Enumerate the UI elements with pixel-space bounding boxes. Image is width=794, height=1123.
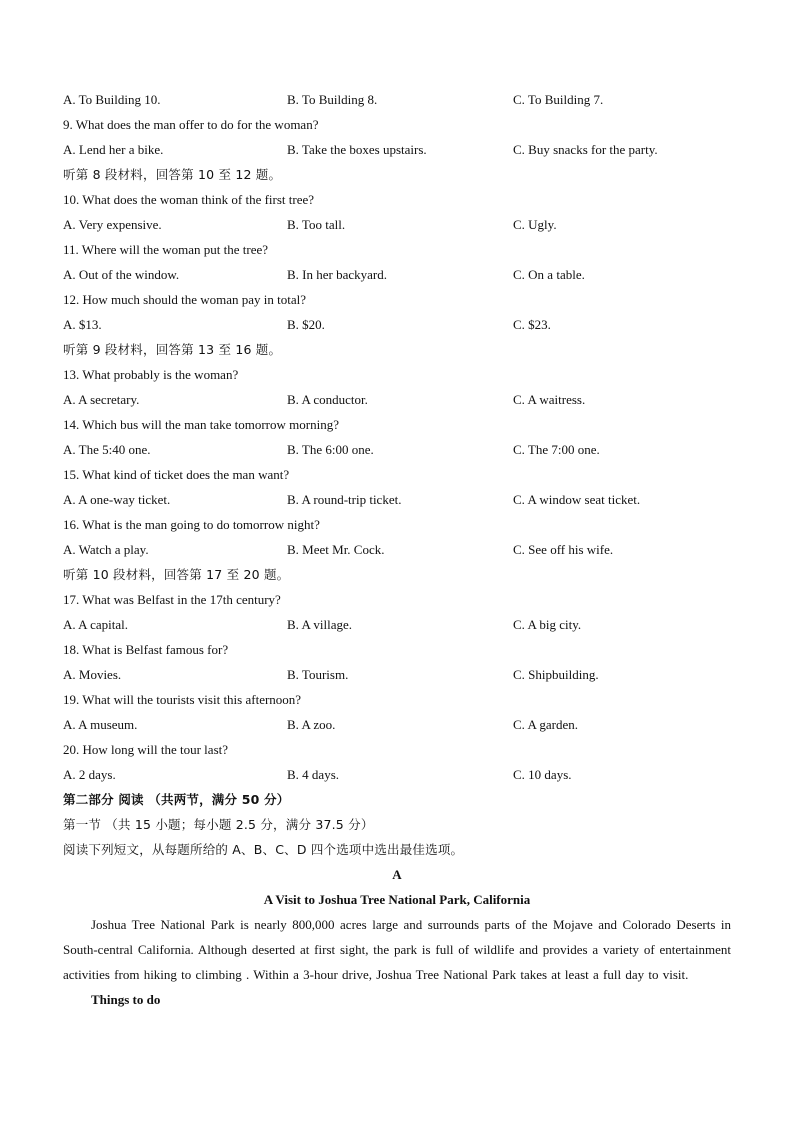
option-c: C. A waitress. [513,392,586,407]
option-a: A. To Building 10. [63,92,161,107]
q10-stem: 10. What does the woman think of the first tree? [63,192,315,207]
option-c: C. To Building 7. [513,92,604,107]
q19-stem: 19. What will the tourists visit this afternoon? [63,692,302,707]
option-a: A. Very expensive. [63,217,162,232]
option-c: C. Ugly. [513,217,557,232]
option-a: A. A capital. [63,617,128,632]
option-c: C. 10 days. [513,767,572,782]
page-content [63,87,731,1012]
section-1-title: 第一节 （共 15 小题；每小题 2.5 分，满分 37.5 分） [63,817,374,832]
option-b: B. Tourism. [287,667,349,682]
option-a: A. Out of the window. [63,267,180,282]
section-10-instruction: 听第 10 段材料，回答第 17 至 20 题。 [63,567,290,582]
q11-options [63,262,731,287]
option-b: B. A conductor. [287,392,368,407]
passage-title: A Visit to Joshua Tree National Park, California [263,892,531,907]
q9-stem: 9. What does the man offer to do for the woman? [63,117,319,132]
q14-stem: 14. Which bus will the man take tomorrow morning? [63,417,339,432]
option-a: A. A one-way ticket. [63,492,171,507]
q20-stem: 20. How long will the tour last? [63,742,229,757]
option-c: C. Shipbuilding. [513,667,599,682]
option-b: B. $20. [287,317,325,332]
option-b: B. In her backyard. [287,267,387,282]
reading-instruction: 阅读下列短文，从每题所给的 A、B、C、D 四个选项中选出最佳选项。 [63,842,464,857]
option-c: C. A garden. [513,717,578,732]
option-b: B. A round-trip ticket. [287,492,402,507]
option-c: C. On a table. [513,267,585,282]
option-a: A. Movies. [63,667,122,682]
option-b: B. A village. [287,617,352,632]
q13-stem: 13. What probably is the woman? [63,367,239,382]
option-c: C. The 7:00 one. [513,442,600,457]
q8-options [63,87,731,112]
option-b: B. Too tall. [287,217,346,232]
option-a: A. A secretary. [63,392,140,407]
q12-stem: 12. How much should the woman pay in total? [63,292,306,307]
q20-options [63,762,731,787]
passage-paragraph: Joshua Tree National Park is nearly 800,000 acres large and surrounds parts of the Mojave and Colorado Deserts in South-central California. Although deserted at first sight, the park is full of wildlife and provides a variety of entertainment activities from hiking to climbing . Within a 3-hour drive, Joshua Tree National Park takes at least a full day to visit. [63,917,731,982]
option-b: B. A zoo. [287,717,336,732]
option-c: C. A window seat ticket. [513,492,641,507]
section-9-instruction: 听第 9 段材料，回答第 13 至 16 题。 [63,342,282,357]
option-b: B. The 6:00 one. [287,442,374,457]
q17-options [63,612,731,637]
q17-stem: 17. What was Belfast in the 17th century? [63,592,281,607]
option-a: A. Watch a play. [63,542,149,557]
option-a: A. 2 days. [63,767,116,782]
part-2-title: 第二部分 阅读 （共两节，满分 50 分） [63,792,290,807]
q14-options [63,437,731,462]
q10-options [63,212,731,237]
option-c: C. See off his wife. [513,542,614,557]
q9-options [63,137,731,162]
q11-stem: 11. Where will the woman put the tree? [63,242,269,257]
option-b: B. Take the boxes upstairs. [287,142,427,157]
q12-options [63,312,731,337]
option-b: B. Meet Mr. Cock. [287,542,385,557]
passage-letter: A [392,867,402,882]
q15-stem: 15. What kind of ticket does the man want? [63,467,290,482]
option-b: B. To Building 8. [287,92,378,107]
q19-options [63,712,731,737]
option-a: A. $13. [63,317,102,332]
things-to-do-heading: Things to do [91,992,161,1007]
section-8-instruction: 听第 8 段材料，回答第 10 至 12 题。 [63,167,282,182]
option-c: C. A big city. [513,617,582,632]
option-c: C. $23. [513,317,551,332]
q15-options [63,487,731,512]
q16-stem: 16. What is the man going to do tomorrow night? [63,517,320,532]
q18-stem: 18. What is Belfast famous for? [63,642,229,657]
option-a: A. The 5:40 one. [63,442,151,457]
q18-options [63,662,731,687]
q16-options [63,537,731,562]
option-a: A. Lend her a bike. [63,142,164,157]
option-c: C. Buy snacks for the party. [513,142,658,157]
option-b: B. 4 days. [287,767,339,782]
option-a: A. A museum. [63,717,138,732]
q13-options [63,387,731,412]
